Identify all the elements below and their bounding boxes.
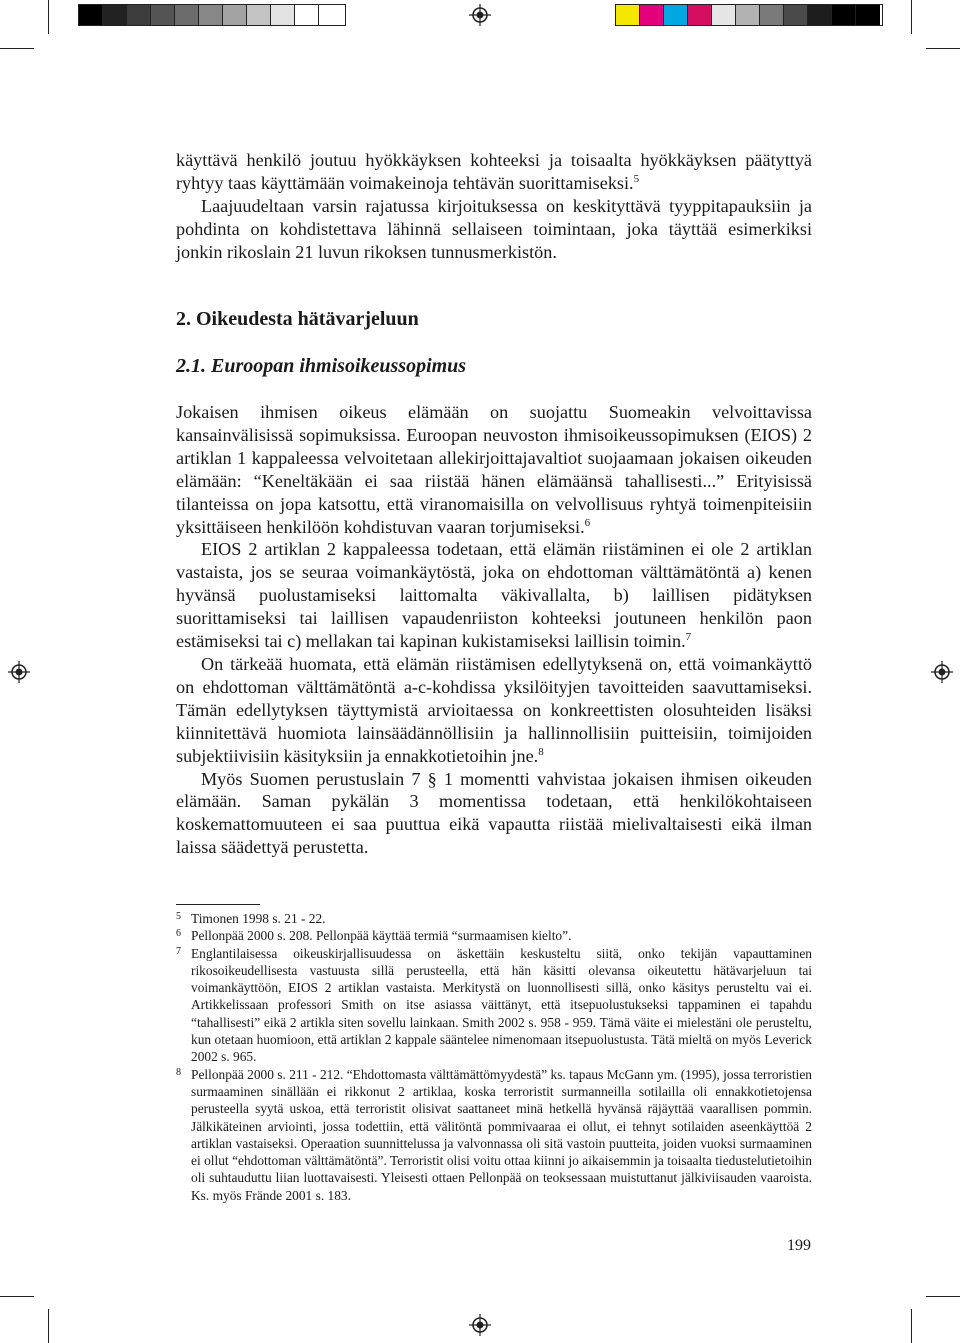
trim-mark <box>48 1309 49 1343</box>
paragraph: EIOS 2 artiklan 2 kappaleessa todetaan, että elämän riistäminen ei ole 2 artiklan vastaista, jos se seuraa voimankäytöstä, joka on ehdottoman välttämätöntä a) kenen hyvänsä puolustamiseksi laittomalta väkivallalta, b) laillisen pidätyksen suorittamiseksi tai laillisen vapaudenriiston kohteeksi joutuneen henkilön paon estämiseksi tai c) mellakan tai kapinan kukistamiseksi laillisin toimin.$^7$ <box>176 539 812 652</box>
registration-mark-right <box>931 661 953 683</box>
trim-mark <box>926 48 960 49</box>
footnote: 8 Pellonpää 2000 s. 211 - 212. “Ehdottomasta välttämättömyydestä” ks. tapaus McGann ym. (1995), jossa terroristien surmaaminen sinällään ei rikkonut 2 artiklaa, koska terroristit surmanneilla sotilailla oli ennakkotietojensa perusteella syytä uskoa, että terroristit olisivat saattaneet minä hetkellä hyvänsä räjäyttää vaarallisen pommin. Jälkikäteinen arviointi, jossa todettiin, että välitöntä pommivaaraa ei ollut, ei tehnyt sotilaiden aseenkäyttöä 2 artiklan vastaiseksi. Operaation suunnittelussa ja valvonnassa oli sitä vastoin puutteita, joiden vuoksi surmaaminen ei ollut “ehdottoman välttämätöntä”. Terroristit olisi voitu ottaa kiinni jo aikaisemmin ja toisaalta tiedustelutietoihin oli suhtauduttu liian luottavaisesti. Yleisesti ottaen Pellonpää on teoksessaan muistuttanut jälkiviisauden vaaroista. Ks. myös Frände 2001 s. 183. <box>176 1066 812 1203</box>
paragraph: käyttävä henkilö joutuu hyökkäyksen kohteeksi ja toisaalta hyökkäyksen päätyttyä ryhtyy taas käyttämään voimakeinoja tehtävän suorittamiseksi.$^5$ <box>176 150 812 193</box>
color-swatch <box>856 5 880 25</box>
intro-text <box>176 149 812 264</box>
color-swatch <box>640 5 664 25</box>
color-swatch <box>103 5 127 25</box>
registration-mark-bottom <box>469 1314 491 1336</box>
color-swatch <box>688 5 712 25</box>
paragraph: Laajuudeltaan varsin rajatussa kirjoituksessa on keskityttävä tyyppitapauksiin ja pohdinta on kohdistettava lähinnä sellaiseen toimintaan, joka täyttää esimerkiksi jonkin rikoslain 21 luvun rikoksen tunnusmerkistön. <box>176 195 812 262</box>
trim-mark <box>0 1296 34 1297</box>
color-swatch <box>736 5 760 25</box>
paragraph: Jokaisen ihmisen oikeus elämään on suojattu Suomeakin velvoittavissa kansainvälisissä sopimuksissa. Euroopan neuvoston ihmisoikeussopimuksen (EIOS) 2 artiklan 1 kappaleessa velvoitetaan allekirjoittajavaltiot suojaamaan jokaisen oikeuden elämään: “Keneltäkään ei saa riistää hänen elämäänsä tahallisesti...” Erityisissä tilanteissa on jopa katsottu, että viranomaisilla on velvollisuus ryhtyä toimenpiteisiin yksittäiseen henkilöön kohdistuvan vaaran torjumiseksi.$^6$ <box>176 402 812 537</box>
subsection-heading: 2.1. Euroopan ihmisoikeussopimus <box>176 355 467 377</box>
color-swatch <box>808 5 832 25</box>
footnote: 7 Englantilaisessa oikeuskirjallisuudessa on äskettäin keskusteltu siitä, onko tekijän vapauttaminen rikosoikeudellisesta vastuusta sillä perusteella, että hän käsitti olevansa oikeutettu hätävarjeluun tai voimankäyttöön, EIOS 2 artiklan vastaista. Merkitystä on luonnollisesti sillä, onko käsitys perusteltu vai ei. Artikkelissaan professori Smith on itse asiassa väittänyt, että itsepuolustukseksi tappaminen ei tapahdu “tahallisesti” eikä 2 artikla siten sovellu lainkaan. Smith 2002 s. 958 - 959. Tämä väite ei mielestäni ole perusteltu, kun otetaan huomioon, että artiklan 2 kappale sääntelee nimenomaan itsepuolustusta. Tätä mieltä on myös Leverick 2002 s. 965. <box>176 945 812 1065</box>
trim-mark <box>0 48 34 49</box>
trim-mark <box>926 1296 960 1297</box>
footnote: 6 Pellonpää 2000 s. 208. Pellonpää käyttää termiä “surmaamisen kielto”. <box>176 928 572 944</box>
registration-mark-top <box>469 4 491 26</box>
trim-mark <box>48 0 49 34</box>
registration-mark-left <box>8 661 30 683</box>
color-swatch <box>784 5 808 25</box>
trim-mark <box>911 1309 912 1343</box>
color-swatch <box>295 5 319 25</box>
footnote-separator <box>176 904 260 905</box>
color-bar-left <box>78 4 346 26</box>
color-swatch <box>760 5 784 25</box>
color-swatch <box>832 5 856 25</box>
section-heading: 2. Oikeudesta hätävarjeluun <box>176 308 419 330</box>
color-swatch <box>319 5 343 25</box>
color-swatch <box>616 5 640 25</box>
color-swatch <box>247 5 271 25</box>
main-text <box>176 401 812 859</box>
paragraph: On tärkeää huomata, että elämän riistämisen edellytyksenä on, että voimankäyttö on ehdottoman välttämätöntä a-c-kohdissa yksilöityjen tavoitteiden saavuttamiseksi. Tämän edellytyksen täyttymistä arvioitaessa on konkreettisten olosuhteiden lisäksi kiinnitettävä huomiota lainsäädännöllisiin ja hallinnollisiin puitteisiin, toimijoiden subjektiivisiin käsityksiin ja ennakkotietoihin jne.$^8$ <box>176 653 812 766</box>
paragraph: Myös Suomen perustuslain 7 § 1 momentti vahvistaa jokaisen ihmisen oikeuden elämään. Saman pykälän 3 momentissa todetaan, että henkilökohtaiseen koskemattomuuteen ei saa puuttua eikä vapautta riistää mielivaltaisesti eikä ilman laissa säädettyä perustetta. <box>176 768 812 858</box>
color-swatch <box>127 5 151 25</box>
color-swatch <box>712 5 736 25</box>
color-swatch <box>151 5 175 25</box>
color-swatch <box>175 5 199 25</box>
color-swatch <box>271 5 295 25</box>
trim-mark <box>911 0 912 34</box>
footnote: 5 Timonen 1998 s. 21 - 22. <box>176 911 326 926</box>
color-swatch <box>79 5 103 25</box>
color-swatch <box>223 5 247 25</box>
footnotes <box>176 910 812 1204</box>
color-swatch <box>199 5 223 25</box>
color-bar-right <box>615 4 883 26</box>
color-swatch <box>664 5 688 25</box>
page-number: 199 <box>787 1237 811 1254</box>
